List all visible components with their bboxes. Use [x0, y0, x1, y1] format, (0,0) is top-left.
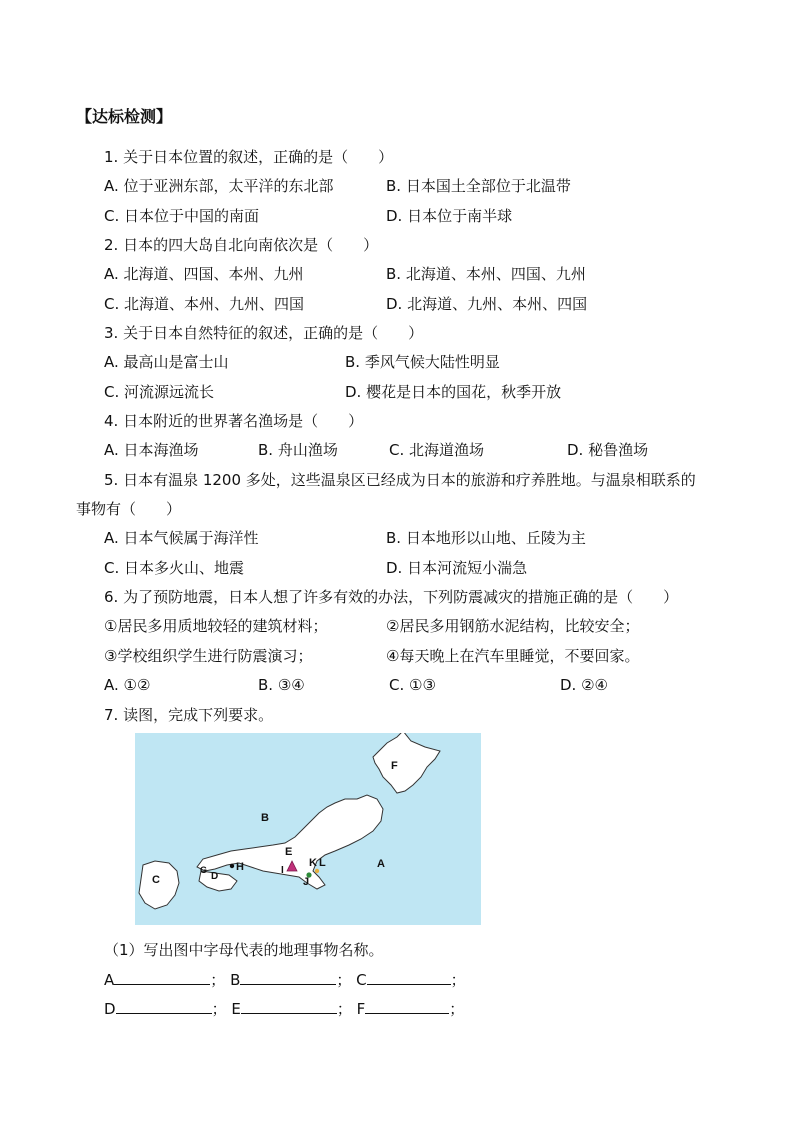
q5-stem-line2: 事物有（ ）: [76, 500, 182, 518]
blank-sep: ；: [211, 1000, 227, 1018]
q3-option-c: C. 河流源远流长: [104, 383, 215, 401]
hokkaido-island: [373, 733, 440, 793]
answer-blank-c[interactable]: [367, 970, 451, 985]
answer-blank-b[interactable]: [240, 970, 336, 985]
answer-blank-d[interactable]: [116, 999, 212, 1014]
map-label-j: J: [303, 876, 310, 888]
q3-option-b: B. 季风气候大陆性明显: [345, 353, 500, 371]
answer-row-1: [104, 970, 466, 990]
q2-stem: 2. 日本的四大岛自北向南依次是（ ）: [104, 236, 379, 254]
map-label-g: G: [200, 865, 208, 875]
section-title: 【达标检测】: [76, 107, 173, 126]
blank-sep: ；: [450, 971, 466, 989]
q5-option-d: D. 日本河流短小湍急: [386, 559, 528, 577]
map-label-l: L: [319, 857, 326, 869]
q3-option-d: D. 樱花是日本的国花，秋季开放: [345, 383, 562, 401]
blank-sep: ；: [336, 971, 352, 989]
map-label-f: F: [391, 760, 398, 772]
q2-option-d: D. 北海道、九州、本州、四国: [386, 295, 588, 313]
city-dot-k: [315, 869, 319, 873]
blank-label-d: D: [104, 1000, 116, 1018]
q4-option-a: A. 日本海渔场: [104, 441, 199, 459]
answer-blank-a[interactable]: [114, 970, 210, 985]
map-label-e: E: [285, 846, 293, 858]
map-label-a: A: [377, 858, 385, 870]
blank-sep: ；: [210, 971, 226, 989]
q4-option-d: D. 秘鲁渔场: [567, 441, 649, 459]
q4-option-b: B. 舟山渔场: [258, 441, 338, 459]
blank-label-f: F: [356, 1000, 366, 1018]
q5-option-a: A. 日本气候属于海洋性: [104, 529, 259, 547]
q1-option-c: C. 日本位于中国的南面: [104, 207, 260, 225]
japan-map-svg: [135, 733, 481, 925]
map-label-h: H: [236, 861, 244, 873]
answer-row-2: [104, 999, 464, 1019]
q7-stem: 7. 读图，完成下列要求。: [104, 706, 274, 724]
q2-option-b: B. 北海道、本州、四国、九州: [386, 265, 586, 283]
blank-label-c: C: [356, 971, 367, 989]
q2-option-c: C. 北海道、本州、九州、四国: [104, 295, 305, 313]
q3-option-a: A. 最高山是富士山: [104, 353, 229, 371]
japan-map: [135, 733, 481, 925]
q6-statement-3: ③学校组织学生进行防震演习；: [104, 647, 313, 665]
q5-option-c: C. 日本多火山、地震: [104, 559, 245, 577]
q6-option-a: A. ①②: [104, 676, 151, 694]
q1-stem: 1. 关于日本位置的叙述，正确的是（ ）: [104, 148, 394, 166]
q6-option-d: D. ②④: [560, 676, 608, 694]
answer-blank-f[interactable]: [365, 999, 449, 1014]
q3-stem: 3. 关于日本自然特征的叙述，正确的是（ ）: [104, 324, 424, 342]
q5-stem-line1: 5. 日本有温泉 1200 多处，这些温泉区已经成为日本的旅游和疗养胜地。与温泉相联系的: [104, 471, 696, 489]
q6-statement-2: ②居民多用钢筋水泥结构，比较安全；: [386, 617, 640, 635]
q6-statement-4: ④每天晚上在汽车里睡觉，不要回家。: [386, 647, 640, 665]
blank-label-b: B: [230, 971, 241, 989]
q1-option-b: B. 日本国土全部位于北温带: [386, 177, 571, 195]
blank-sep: ；: [449, 1000, 465, 1018]
city-dot-h: [230, 864, 234, 868]
q5-option-b: B. 日本地形以山地、丘陵为主: [386, 529, 586, 547]
answer-blank-e[interactable]: [241, 999, 337, 1014]
q6-option-c: C. ①③: [389, 676, 436, 694]
blank-label-a: A: [104, 971, 115, 989]
q6-option-b: B. ③④: [258, 676, 305, 694]
q4-stem: 4. 日本附近的世界著名渔场是（ ）: [104, 412, 364, 430]
q2-option-a: A. 北海道、四国、本州、九州: [104, 265, 304, 283]
q6-statement-1: ①居民多用质地较轻的建筑材料；: [104, 617, 328, 635]
blank-sep: ；: [336, 1000, 352, 1018]
map-label-i: I: [281, 865, 284, 876]
map-label-c: C: [152, 874, 160, 886]
q1-option-a: A. 位于亚洲东部，太平洋的东北部: [104, 177, 334, 195]
map-label-b: B: [261, 812, 269, 824]
map-label-d: D: [211, 871, 219, 882]
q6-stem: 6. 为了预防地震，日本人想了许多有效的办法，下列防震减灾的措施正确的是（ ）: [104, 588, 679, 606]
q4-option-c: C. 北海道渔场: [389, 441, 485, 459]
blank-label-e: E: [231, 1000, 241, 1018]
map-label-k: K: [309, 857, 317, 869]
q7-sub1: （1）写出图中字母代表的地理事物名称。: [104, 941, 384, 959]
q1-option-d: D. 日本位于南半球: [386, 207, 513, 225]
